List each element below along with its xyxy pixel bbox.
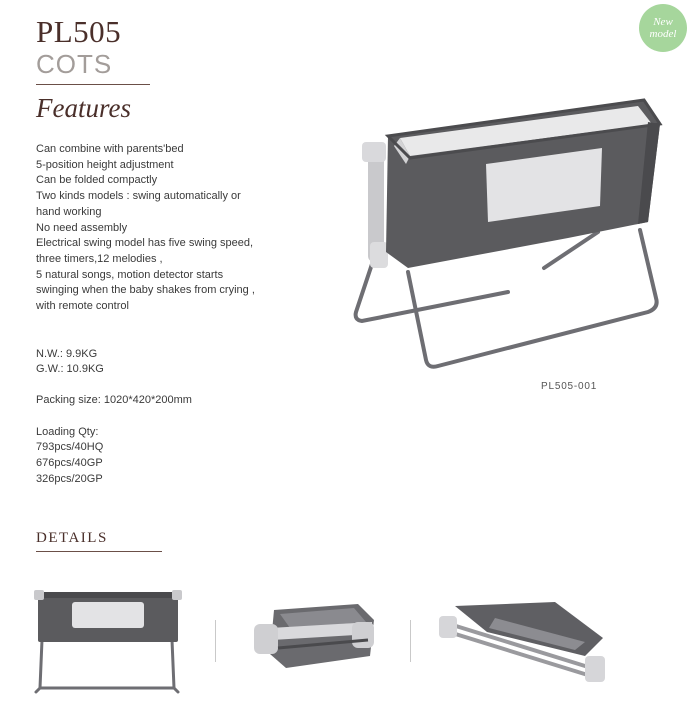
badge-line-2: model bbox=[649, 28, 677, 40]
feature-line: swinging when the baby shakes from crying , bbox=[36, 284, 255, 297]
feature-line: three timers,12 melodies , bbox=[36, 252, 163, 265]
details-divider bbox=[36, 551, 162, 552]
feature-line: 5-position height adjustment bbox=[36, 158, 174, 171]
feature-line: Two kinds models : swing automatically or bbox=[36, 190, 241, 203]
gross-weight: G.W.: 10.9KG bbox=[36, 363, 104, 375]
loading-qty-item: 793pcs/40HQ bbox=[36, 441, 104, 453]
loading-qty-item: 326pcs/20GP bbox=[36, 473, 103, 485]
loading-qty-item: 676pcs/40GP bbox=[36, 457, 103, 469]
new-model-badge bbox=[639, 4, 687, 52]
details-title: DETAILS bbox=[36, 530, 108, 546]
detail-image-folded bbox=[250, 600, 380, 674]
detail-image-side-view bbox=[30, 588, 186, 696]
feature-line: No need assembly bbox=[36, 221, 128, 234]
feature-line: Electrical swing model has five swing speed, bbox=[36, 237, 254, 250]
net-weight: N.W.: 9.9KG bbox=[36, 348, 98, 360]
feature-line: Can combine with parents'bed bbox=[36, 143, 184, 155]
feature-line: hand working bbox=[36, 205, 102, 218]
feature-line: 5 natural songs, motion detector starts bbox=[36, 268, 224, 281]
detail-separator bbox=[215, 620, 216, 662]
feature-line: with remote control bbox=[36, 300, 129, 313]
badge-line-1: New bbox=[653, 16, 673, 28]
model-number: PL505 bbox=[36, 14, 122, 49]
main-image-caption: PL505-001 bbox=[541, 381, 598, 392]
feature-line: Can be folded compactly bbox=[36, 174, 158, 187]
loading-qty-title: Loading Qty: bbox=[36, 426, 99, 438]
header-divider bbox=[36, 84, 150, 85]
product-category: COTS bbox=[36, 49, 113, 79]
features-list bbox=[36, 142, 316, 315]
detail-separator bbox=[410, 620, 411, 662]
packing-size: Packing size: 1020*420*200mm bbox=[36, 394, 192, 406]
main-cot-image bbox=[348, 92, 668, 382]
detail-image-folded-stand bbox=[435, 598, 611, 690]
features-title: Features bbox=[36, 93, 131, 123]
